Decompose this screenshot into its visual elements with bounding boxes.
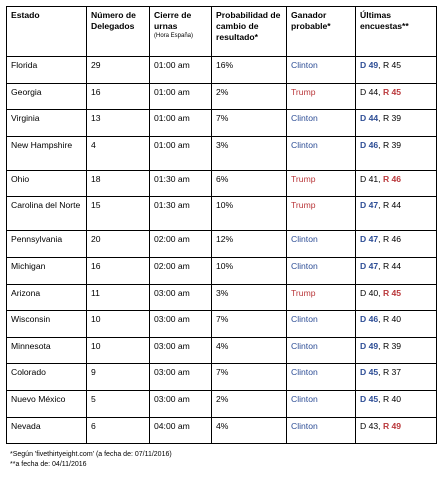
poll-cell [356, 136, 437, 170]
state-cell: Colorado [7, 364, 87, 391]
state-cell: Georgia [7, 83, 87, 110]
delegates-cell: 6 [87, 417, 150, 444]
poll-rep: R 44 [382, 260, 402, 271]
poll-cell [356, 257, 437, 284]
delegates-cell: 18 [87, 170, 150, 197]
header-cierre-label: Cierre de urnas [154, 10, 192, 31]
poll-dem: D 45 [360, 393, 379, 404]
delegates-cell: 13 [87, 110, 150, 137]
state-cell: Michigan [7, 257, 87, 284]
probability-cell: 3% [212, 136, 287, 170]
winner-cell: Clinton [287, 390, 356, 417]
delegates-cell: 29 [87, 57, 150, 84]
state-cell: Arizona [7, 284, 87, 311]
poll-dem: D 47 [360, 260, 379, 271]
poll-separator: , [378, 367, 383, 378]
winner-cell: Clinton [287, 417, 356, 444]
closing-time-cell: 03:00 am [150, 284, 212, 311]
probability-cell: 4% [212, 417, 287, 444]
winner-cell: Trump [287, 197, 356, 231]
poll-separator: , [378, 314, 383, 325]
table-row [7, 337, 437, 364]
winner-cell: Clinton [287, 311, 356, 338]
poll-rep: R 39 [382, 139, 402, 150]
header-cierre [150, 7, 212, 57]
poll-dem: D 43 [360, 420, 379, 431]
table-row [7, 136, 437, 170]
poll-dem: D 49 [360, 340, 379, 351]
closing-time-cell: 03:00 am [150, 364, 212, 391]
table-row [7, 110, 437, 137]
poll-dem: D 47 [360, 234, 379, 245]
probability-cell: 12% [212, 231, 287, 258]
poll-rep: R 44 [382, 200, 402, 211]
footnote-2: **a fecha de: 04/11/2016 [10, 461, 87, 468]
winner-cell: Trump [287, 284, 356, 311]
delegates-cell: 5 [87, 390, 150, 417]
table-row [7, 57, 437, 84]
delegates-cell: 15 [87, 197, 150, 231]
poll-cell [356, 284, 437, 311]
poll-separator: , [378, 393, 383, 404]
table-row [7, 231, 437, 258]
poll-cell [356, 311, 437, 338]
poll-dem: D 40 [360, 287, 379, 298]
poll-separator: , [378, 86, 383, 97]
poll-separator: , [378, 200, 383, 211]
poll-separator: , [378, 113, 383, 124]
winner-cell: Trump [287, 83, 356, 110]
winner-cell: Clinton [287, 57, 356, 84]
table-row [7, 170, 437, 197]
closing-time-cell: 03:00 am [150, 311, 212, 338]
poll-dem: D 47 [360, 200, 379, 211]
delegates-cell: 16 [87, 257, 150, 284]
header-probabilidad: Probabilidad de cambio de resultado* [212, 7, 287, 57]
state-cell: Pennsylvania [7, 231, 87, 258]
delegates-cell: 9 [87, 364, 150, 391]
poll-separator: , [378, 234, 383, 245]
table-row [7, 257, 437, 284]
state-cell: New Hampshire [7, 136, 87, 170]
probability-cell: 2% [212, 390, 287, 417]
delegates-cell: 4 [87, 136, 150, 170]
poll-rep: R 37 [382, 367, 402, 378]
closing-time-cell: 01:30 am [150, 170, 212, 197]
closing-time-cell: 03:00 am [150, 390, 212, 417]
footnotes [10, 450, 430, 470]
probability-cell: 2% [212, 83, 287, 110]
state-cell: Ohio [7, 170, 87, 197]
table-row [7, 364, 437, 391]
header-cierre-sub: (Hora España) [154, 33, 194, 39]
table-row [7, 311, 437, 338]
poll-separator: , [378, 139, 383, 150]
state-cell: Nuevo México [7, 390, 87, 417]
probability-cell: 7% [212, 110, 287, 137]
poll-rep: R 45 [382, 86, 402, 97]
closing-time-cell: 01:00 am [150, 57, 212, 84]
state-cell: Virginia [7, 110, 87, 137]
poll-cell [356, 390, 437, 417]
probability-cell: 4% [212, 337, 287, 364]
poll-dem: D 49 [360, 60, 379, 70]
probability-cell: 10% [212, 257, 287, 284]
closing-time-cell: 01:00 am [150, 83, 212, 110]
poll-rep: R 45 [382, 60, 402, 70]
probability-cell: 7% [212, 311, 287, 338]
winner-cell: Clinton [287, 231, 356, 258]
poll-rep: R 45 [382, 287, 402, 298]
poll-cell [356, 197, 437, 231]
header-encuestas: Últimas encuestas** [356, 7, 437, 57]
poll-cell [356, 170, 437, 197]
header-ganador: Ganador probable* [287, 7, 356, 57]
winner-cell: Clinton [287, 110, 356, 137]
poll-rep: R 39 [382, 340, 402, 351]
footnote-1: *Según 'fivethirtyeight.com' (a fecha de: 07/11/2016) [10, 451, 172, 458]
poll-cell [356, 417, 437, 444]
delegates-cell: 16 [87, 83, 150, 110]
poll-dem: D 44 [360, 113, 379, 124]
state-cell: Minnesota [7, 337, 87, 364]
winner-cell: Clinton [287, 337, 356, 364]
winner-cell: Clinton [287, 136, 356, 170]
poll-dem: D 46 [360, 139, 379, 150]
table-row [7, 83, 437, 110]
closing-time-cell: 01:00 am [150, 110, 212, 137]
poll-separator: , [378, 60, 383, 70]
poll-rep: R 49 [382, 420, 402, 431]
winner-cell: Clinton [287, 364, 356, 391]
poll-separator: , [378, 340, 383, 351]
delegates-cell: 20 [87, 231, 150, 258]
probability-cell: 6% [212, 170, 287, 197]
table-row [7, 417, 437, 444]
poll-cell [356, 337, 437, 364]
table-row [7, 284, 437, 311]
poll-separator: , [378, 287, 383, 298]
winner-cell: Clinton [287, 257, 356, 284]
poll-cell [356, 364, 437, 391]
closing-time-cell: 04:00 am [150, 417, 212, 444]
poll-rep: R 46 [382, 234, 402, 245]
poll-dem: D 44 [360, 86, 379, 97]
delegates-cell: 10 [87, 311, 150, 338]
probability-cell: 3% [212, 284, 287, 311]
poll-dem: D 41 [360, 173, 379, 184]
delegates-cell: 10 [87, 337, 150, 364]
poll-separator: , [378, 420, 383, 431]
poll-rep: R 46 [382, 173, 402, 184]
state-cell: Wisconsin [7, 311, 87, 338]
header-delegados: Número de Delegados [87, 7, 150, 57]
state-cell: Nevada [7, 417, 87, 444]
state-cell: Carolina del Norte [7, 197, 87, 231]
poll-cell [356, 57, 437, 84]
table-row [7, 197, 437, 231]
header-estado: Estado [7, 7, 87, 57]
state-cell: Florida [7, 57, 87, 84]
poll-rep: R 39 [382, 113, 402, 124]
winner-cell: Trump [287, 170, 356, 197]
poll-dem: D 46 [360, 314, 379, 325]
election-table [6, 6, 437, 444]
closing-time-cell: 02:00 am [150, 257, 212, 284]
closing-time-cell: 01:00 am [150, 136, 212, 170]
poll-rep: R 40 [382, 314, 402, 325]
delegates-cell: 11 [87, 284, 150, 311]
probability-cell: 7% [212, 364, 287, 391]
poll-cell [356, 83, 437, 110]
poll-dem: D 45 [360, 367, 379, 378]
poll-separator: , [378, 173, 383, 184]
poll-separator: , [378, 260, 383, 271]
closing-time-cell: 03:00 am [150, 337, 212, 364]
probability-cell: 16% [212, 57, 287, 84]
probability-cell: 10% [212, 197, 287, 231]
poll-rep: R 40 [382, 393, 402, 404]
poll-cell [356, 231, 437, 258]
header-row [7, 7, 437, 57]
table-row [7, 390, 437, 417]
table-body [7, 57, 437, 444]
poll-cell [356, 110, 437, 137]
closing-time-cell: 01:30 am [150, 197, 212, 231]
closing-time-cell: 02:00 am [150, 231, 212, 258]
